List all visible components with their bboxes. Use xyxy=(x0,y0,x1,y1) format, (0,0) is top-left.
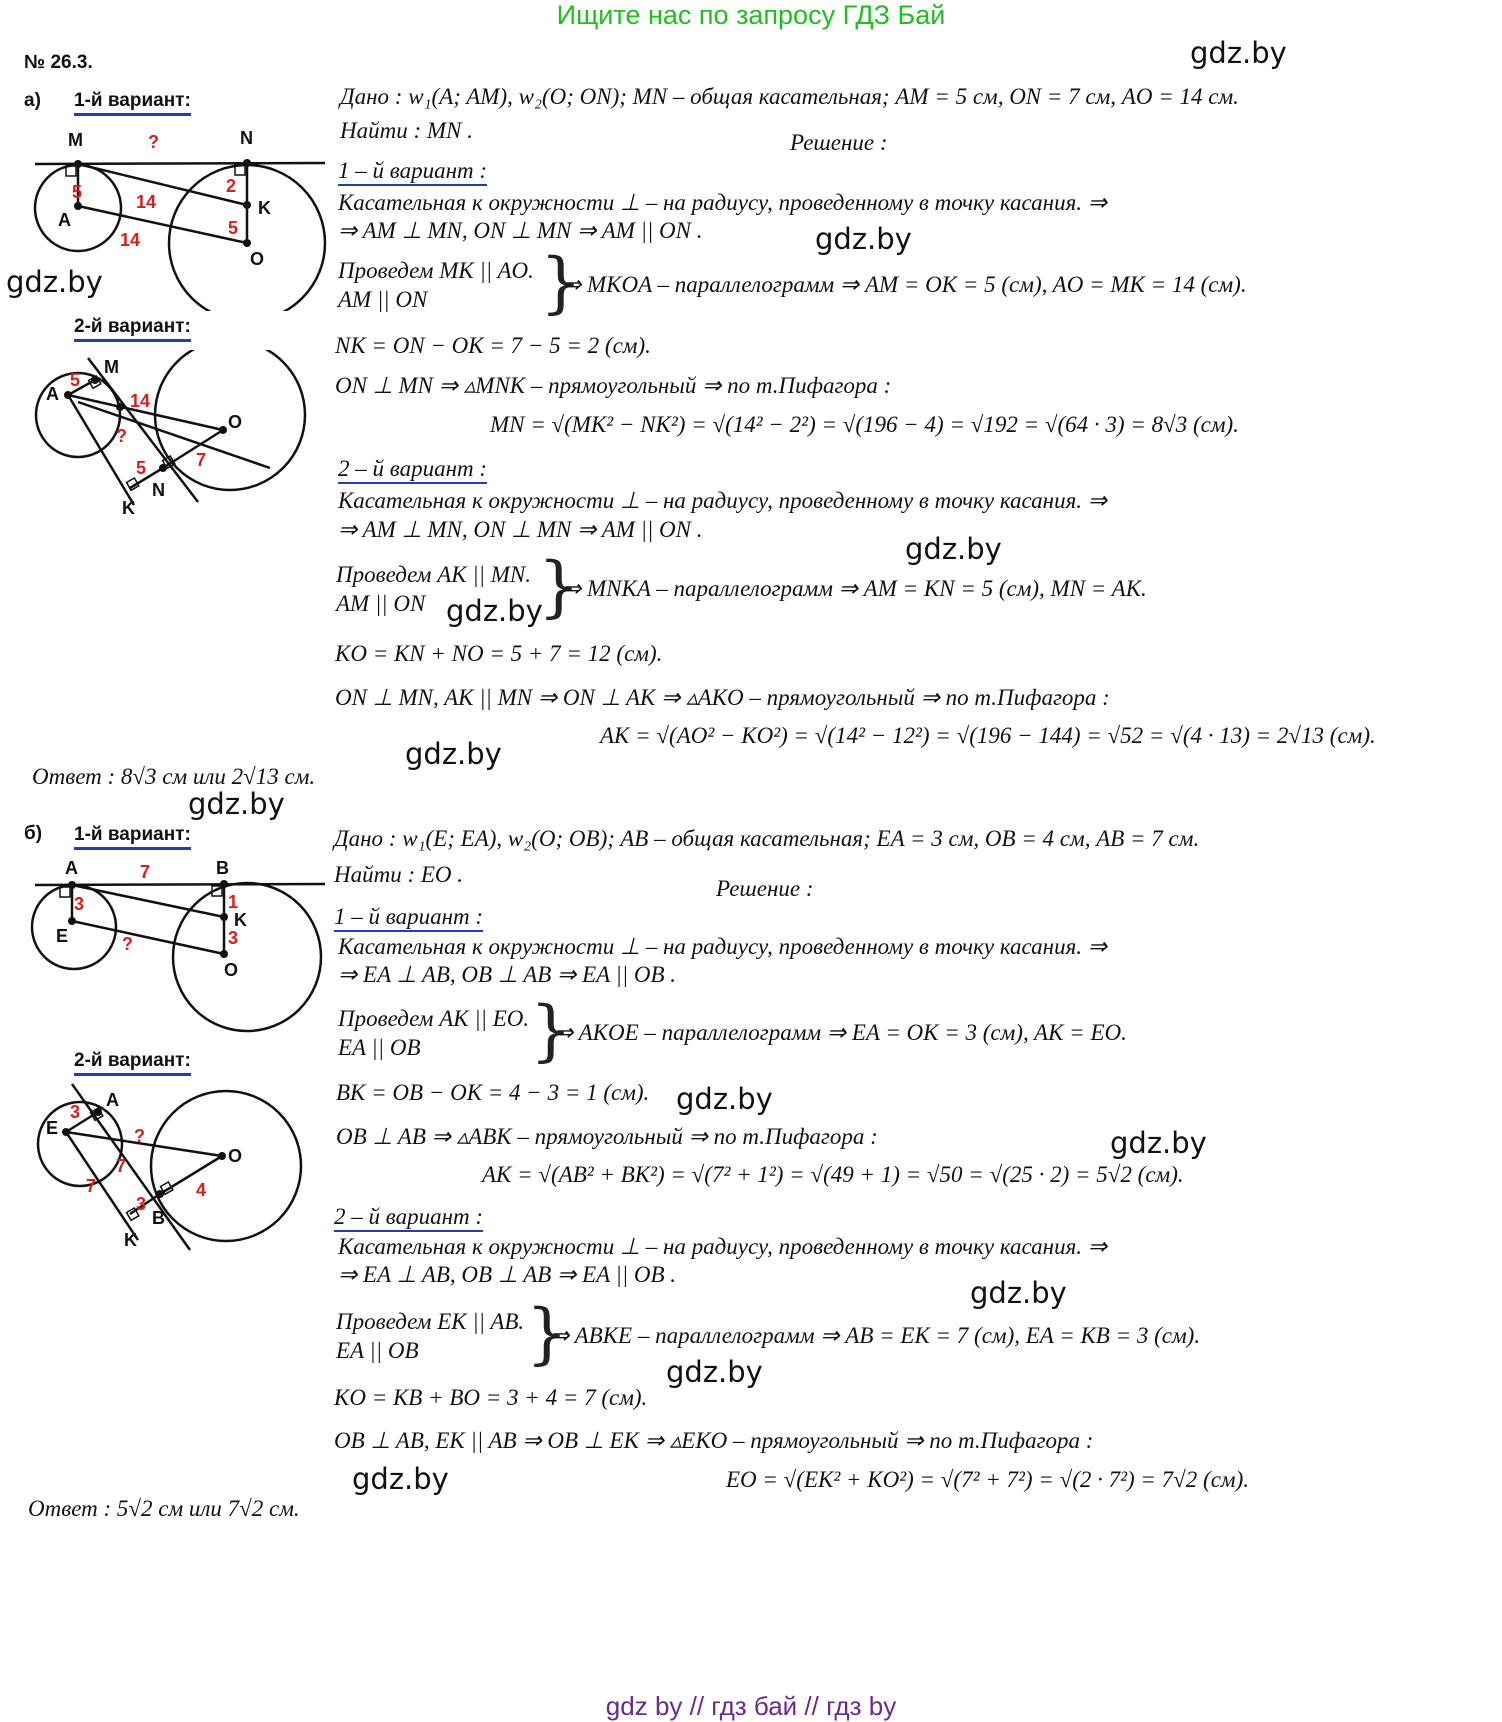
point-a-label: A xyxy=(58,210,71,230)
part-b-line: EA || OB xyxy=(338,1035,421,1060)
footer-links[interactable]: gdz by // гдз бай // гдз by xyxy=(605,1691,897,1721)
part-b-line: OB ⊥ AB ⇒ ▵ABK – прямоугольный ⇒ по т.Пифагора : xyxy=(336,1124,878,1149)
segment-ab-label: 7 xyxy=(140,862,151,882)
point-o-label: O xyxy=(250,249,265,269)
segment-ko-label: 5 xyxy=(228,218,239,238)
part-b-fig2-title: 2-й вариант: xyxy=(74,1050,191,1076)
part-a-line: Проведем AK || MN. xyxy=(336,562,531,587)
segment-ao-label: 14 xyxy=(120,230,141,250)
point-m-label: M xyxy=(104,357,119,377)
part-b-solution-heading: Решение : xyxy=(716,876,814,901)
watermark: gdz.by xyxy=(676,1082,773,1116)
part-a-line: NK = ON − OK = 7 − 5 = 2 (см). xyxy=(335,333,651,358)
segment-nk-label: 2 xyxy=(226,176,237,196)
part-b-find: Найти : EO . xyxy=(334,862,464,887)
watermark: gdz.by xyxy=(815,222,912,256)
unknown-mark: ? xyxy=(148,132,159,152)
part-b-line: KO = KB + BO = 3 + 4 = 7 (см). xyxy=(334,1385,648,1410)
part-b-line: Проведем AK || EO. xyxy=(338,1006,530,1031)
part-a-line: Касательная к окружности ⊥ – на радиусу, проведенному в точку касания. ⇒ xyxy=(338,488,1108,513)
segment-mo-label: 14 xyxy=(130,391,151,411)
point-k-label: K xyxy=(124,1230,137,1250)
watermark: gdz.by xyxy=(666,1355,763,1389)
point-b-label: B xyxy=(216,858,229,878)
segment-ek-label: 7 xyxy=(86,1176,97,1196)
part-a-variant1-heading: 1 – й вариант : xyxy=(338,158,487,186)
part-a-line: ON ⊥ MN, AK || MN ⇒ ON ⊥ AK ⇒ ▵AKO – прямоугольный ⇒ по т.Пифагора : xyxy=(335,685,1110,710)
unknown-mark: ? xyxy=(116,426,127,446)
part-a-variant2-heading: 2 – й вариант : xyxy=(338,456,487,484)
part-b-line: ⇒ EA ⊥ AB, OB ⊥ AB ⇒ EA || OB . xyxy=(338,1262,677,1287)
part-b-formula: AK = √(AB² + BK²) = √(7² + 1²) = √(49 + 1) = √50 = √(25 · 2) = 5√2 (см). xyxy=(482,1162,1184,1187)
segment-on-label: 7 xyxy=(196,450,207,470)
segment-ab-label: 7 xyxy=(116,1156,127,1176)
part-b-formula: EO = √(EK² + KO²) = √(7² + 7²) = √(2 · 7²) = 7√2 (см). xyxy=(726,1467,1250,1492)
part-a-line: ⇒ MKOA – параллелограмм ⇒ AM = OK = 5 (см), AO = MK = 14 (см). xyxy=(562,272,1247,297)
segment-am-label: 5 xyxy=(72,182,83,202)
watermark: gdz.by xyxy=(1190,36,1287,70)
segment-ob-label: 4 xyxy=(196,1180,207,1200)
segment-ea-label: 3 xyxy=(74,894,85,914)
part-a-line: ⇒ AM ⊥ MN, ON ⊥ MN ⇒ AM || ON . xyxy=(338,517,703,542)
part-b-line: Проведем EK || AB. xyxy=(336,1309,525,1334)
watermark: gdz.by xyxy=(352,1462,449,1496)
point-b-label: B xyxy=(152,1208,165,1228)
point-n-label: N xyxy=(240,128,253,148)
watermark: gdz.by xyxy=(1110,1126,1207,1160)
part-a-formula: MN = √(MK² − NK²) = √(14² − 2²) = √(196 − 4) = √192 = √(64 · 3) = 8√3 (см). xyxy=(490,412,1239,437)
point-o-label: O xyxy=(228,1146,243,1166)
part-a-formula: AK = √(AO² − KO²) = √(14² − 12²) = √(196 − 144) = √52 = √(4 · 13) = 2√13 (см). xyxy=(600,723,1376,748)
part-a-line: ⇒ MNKA – параллелограмм ⇒ AM = KN = 5 (см), MN = AK. xyxy=(562,576,1147,601)
part-b-line: Касательная к окружности ⊥ – на радиусу, проведенному в точку касания. ⇒ xyxy=(338,1234,1108,1259)
system-brace: } xyxy=(530,992,572,1069)
part-b-line: BK = OB − OK = 4 − 3 = 1 (см). xyxy=(336,1080,650,1105)
segment-kb-label: 3 xyxy=(136,1194,147,1214)
part-a-answer: Ответ : 8√3 см или 2√13 см. xyxy=(32,764,316,789)
part-b-given: Дано : w₁(E; EA), w₂(O; OB); AB – общая касательная; EA = 3 см, OB = 4 см, AB = 7 см. xyxy=(334,826,1200,851)
part-a-line: AM || ON xyxy=(336,591,426,616)
problem-number: № 26.3. xyxy=(24,52,93,73)
point-k-label: K xyxy=(258,198,271,218)
part-b-line: ⇒ ABKE – параллелограмм ⇒ AB = EK = 7 (см), EA = KB = 3 (см). xyxy=(550,1323,1201,1348)
watermark: gdz.by xyxy=(446,594,543,628)
point-a-label: A xyxy=(106,1090,119,1110)
part-a-label: а) xyxy=(24,90,41,111)
segment-bk-label: 1 xyxy=(228,892,239,912)
point-a-label: A xyxy=(65,858,78,878)
point-o-label: O xyxy=(224,960,239,980)
part-a-solution-heading: Решение : xyxy=(790,130,888,155)
unknown-mark: ? xyxy=(122,934,133,954)
segment-mk-label: 14 xyxy=(136,192,157,212)
point-o-label: O xyxy=(228,412,243,432)
part-b-fig1-title: 1-й вариант: xyxy=(74,824,191,850)
part-b-line: ⇒ EA ⊥ AB, OB ⊥ AB ⇒ EA || OB . xyxy=(338,962,677,987)
watermark: gdz.by xyxy=(405,737,502,771)
unknown-mark: ? xyxy=(134,1126,145,1146)
part-a-fig2-title: 2-й вариант: xyxy=(74,316,191,342)
segment-kn-label: 5 xyxy=(136,458,147,478)
part-b-answer: Ответ : 5√2 см или 7√2 см. xyxy=(28,1496,300,1521)
point-a-label: A xyxy=(46,384,59,404)
point-e-label: E xyxy=(56,926,69,946)
part-a-figure-2 xyxy=(30,350,330,530)
part-a-fig1-title: 1-й вариант: xyxy=(74,90,191,116)
part-b-line: Касательная к окружности ⊥ – на радиусу, проведенному в точку касания. ⇒ xyxy=(338,934,1108,959)
part-b-variant1-heading: 1 – й вариант : xyxy=(334,904,483,932)
part-a-line: KO = KN + NO = 5 + 7 = 12 (см). xyxy=(335,641,663,666)
watermark: gdz.by xyxy=(970,1276,1067,1310)
part-a-line: ⇒ AM ⊥ MN, ON ⊥ MN ⇒ AM || ON . xyxy=(338,218,703,243)
segment-am-label: 5 xyxy=(70,370,81,390)
point-n-label: N xyxy=(152,480,165,500)
part-b-variant2-heading: 2 – й вариант : xyxy=(334,1204,483,1232)
part-b-figure-2 xyxy=(30,1082,330,1262)
part-a-line: Касательная к окружности ⊥ – на радиусу, проведенному в точку касания. ⇒ xyxy=(338,190,1108,215)
part-b-label: б) xyxy=(24,823,43,844)
watermark: gdz.by xyxy=(6,265,103,299)
part-b-figure-1 xyxy=(30,858,330,1043)
segment-ko-label: 3 xyxy=(228,928,239,948)
part-b-line: OB ⊥ AB, EK || AB ⇒ OB ⊥ EK ⇒ ▵EKO – прямоугольный ⇒ по т.Пифагора : xyxy=(334,1428,1094,1453)
part-b-line: EA || OB xyxy=(336,1338,419,1363)
watermark: gdz.by xyxy=(905,532,1002,566)
watermark: gdz.by xyxy=(188,787,285,821)
part-a-given: Дано : w₁(A; AM), w₂(O; ON); MN – общая касательная; AM = 5 см, ON = 7 см, AO = 14 см. xyxy=(340,84,1239,109)
part-b-line: ⇒ AKOE – параллелограмм ⇒ EA = OK = 3 (см), AK = EO. xyxy=(554,1020,1127,1045)
site-banner[interactable]: Ищите нас по запросу ГДЗ Бай xyxy=(556,0,946,30)
segment-ea-label: 3 xyxy=(70,1102,81,1122)
system-brace: } xyxy=(538,548,580,625)
point-k-label: K xyxy=(234,910,247,930)
part-a-line: ON ⊥ MN ⇒ ▵MNK – прямоугольный ⇒ по т.Пифагора : xyxy=(335,373,892,398)
part-a-find: Найти : MN . xyxy=(340,118,473,143)
point-m-label: M xyxy=(68,130,83,150)
system-brace: } xyxy=(540,244,582,321)
part-a-line: AM || ON xyxy=(338,287,428,312)
part-a-line: Проведем MK || AO. xyxy=(338,258,534,283)
point-k-label: K xyxy=(122,498,135,518)
system-brace: } xyxy=(526,1295,568,1372)
point-e-label: E xyxy=(46,1118,59,1138)
